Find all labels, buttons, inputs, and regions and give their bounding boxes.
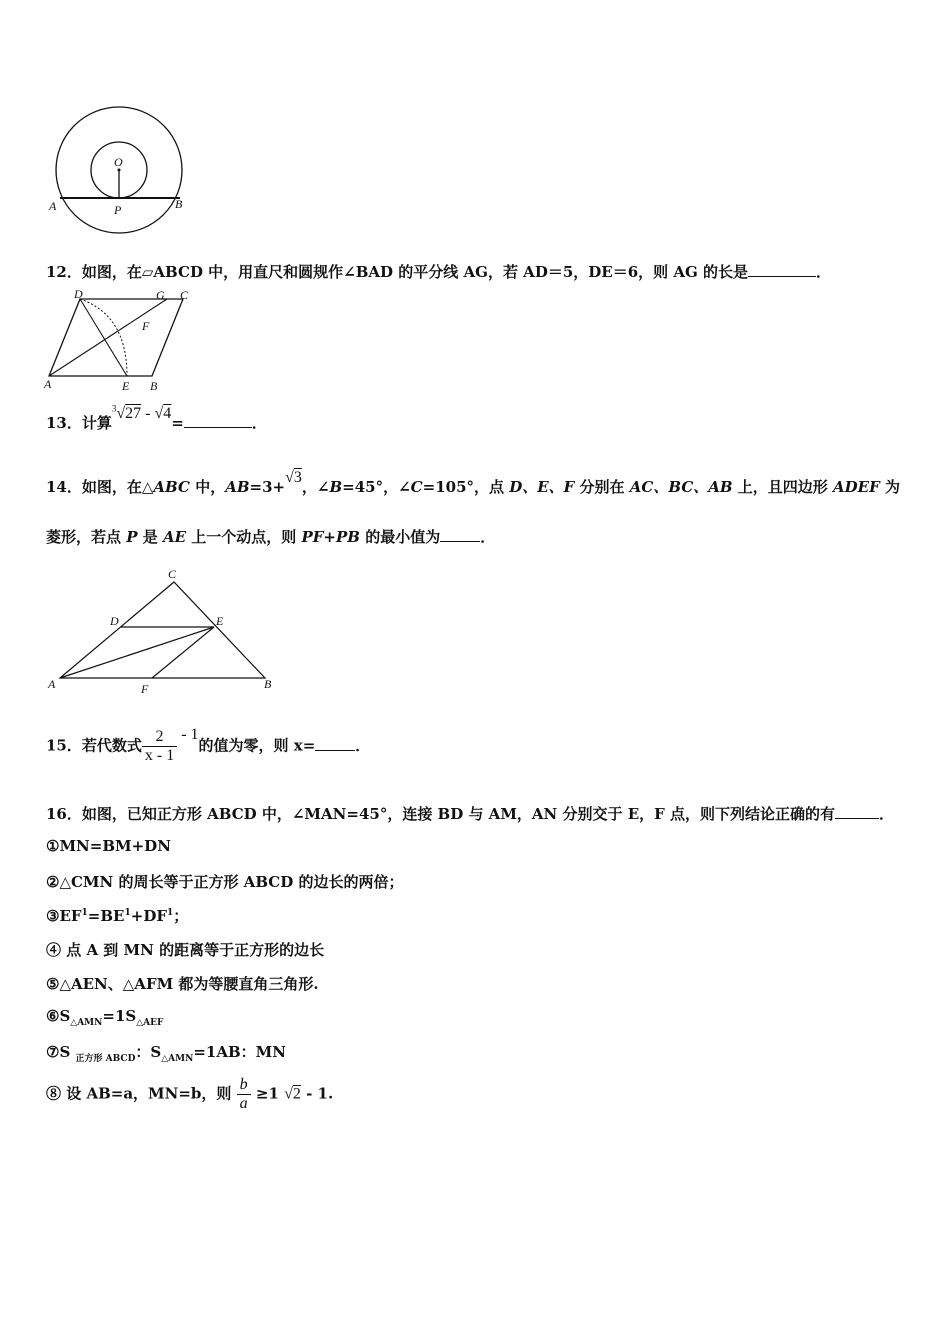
t: AE [162,528,187,546]
minus-one: - 1 [177,725,199,743]
option-2: ②△CMN 的周长等于正方形 ABCD 的边长的两倍； [46,873,404,891]
t: △AMN [70,1018,103,1028]
t: △AEF [136,1018,164,1028]
question-12 [46,261,831,282]
t: AC、BC、AB [629,478,733,496]
t: ． [355,736,371,755]
question-15 [46,725,371,765]
question-13 [46,403,267,433]
t: ≥1 [250,1084,285,1103]
t: ． [480,528,496,546]
t: ABC [153,478,190,496]
denominator: a [239,1095,248,1112]
t: ． [879,805,895,823]
t: △AMN [161,1054,194,1064]
minus: - [141,405,155,422]
sqrt-3: √3 [285,469,302,486]
question-16-stem [46,803,894,824]
t: C [410,478,423,496]
t: ③EF [46,907,82,925]
t: 15．若代数式 [46,736,142,755]
t: B [329,478,343,496]
label-F: F [141,682,149,696]
t: 的最小值为 [359,528,441,546]
label-E: E [122,379,130,393]
radicand-4: 4 [163,405,172,422]
q12-text: 12．如图，在▱ABCD 中，用直尺和圆规作∠BAD 的平分线 AG，若 AD＝5，DE＝6，则 AG 的长是 [46,263,749,281]
label-C: C [180,290,189,302]
figure-parallelogram [42,290,202,395]
t: 正方形 ABCD [75,1054,136,1064]
label-B: B [175,197,183,211]
t: 16．如图，已知正方形 ABCD 中，∠MAN=45°，连接 BD 与 AM，AN 分别交于 E，F 点，则下列结论正确的有 [46,805,836,823]
answer-blank[interactable] [440,527,480,542]
radicand: 3 [293,469,302,486]
label-E: E [216,614,224,628]
t: ，∠ [301,478,330,496]
option-1: ①MN=BM+DN [46,837,171,855]
q13-expression: $^3$√27 - √4 [111,403,172,422]
sqrt-2: √2 [284,1085,301,1103]
label-F: F [142,319,150,333]
t: 14．如图，在△ [46,478,154,496]
t: =45°，∠ [342,478,411,496]
t: ⑥S [46,1007,71,1025]
label-C: C [168,567,177,581]
option-8 [46,1076,333,1113]
equals: = [171,414,184,432]
fraction [142,728,177,765]
t: ⑧ 设 AB=a，MN=b，则 [46,1084,237,1103]
label-D: D [74,290,83,301]
denominator: x - 1 [144,747,175,764]
answer-blank[interactable] [315,736,355,751]
numerator: 2 [142,728,177,747]
q13-end: ． [251,414,267,432]
label-A: A [44,377,52,391]
t: P [126,528,138,546]
numerator: b [237,1076,251,1095]
t: ； [173,907,189,925]
label-O: O [114,155,123,169]
t: 为 [879,478,900,496]
radicand: 2 [292,1085,301,1103]
answer-blank[interactable] [184,413,252,428]
t: 1 [166,908,174,918]
label-P: P [114,203,122,217]
t: 上，且四边形 [732,478,834,496]
option-6 [46,1007,163,1028]
figure-triangle [44,565,284,700]
radicand-27: 27 [125,405,142,422]
t: 的值为零，则 x= [198,736,316,755]
option-7 [46,1041,286,1064]
q13-prefix: 13．计算 [46,414,112,432]
t: 分别在 [574,478,630,496]
t: - 1. [300,1084,334,1103]
t: 中， [189,478,226,496]
label-B: B [150,379,158,393]
t: D、E、F [509,478,575,496]
t: 上一个动点，则 [186,528,302,546]
t: =1S [102,1007,137,1025]
label-B: B [264,677,272,691]
label-D: D [110,614,119,628]
t: ：S [135,1043,162,1061]
t: PF+PB [301,528,360,546]
label-A: A [48,677,56,691]
t: ADEF [833,478,880,496]
t: =3+ [249,478,286,496]
label-A: A [49,199,57,213]
t: 菱形，若点 [46,528,127,546]
t: =BE [87,907,125,925]
answer-blank[interactable] [835,804,879,819]
t: =105°，点 [422,478,510,496]
question-14-line2 [46,526,495,547]
question-14-line1 [46,469,900,497]
t: 是 [137,528,163,546]
t: AB [225,478,250,496]
q12-end: ． [816,263,832,281]
t: +DF [130,907,167,925]
figure-concentric-circles [44,100,204,240]
cube-index: 3 [111,403,117,414]
t: ⑦S [46,1043,76,1061]
label-G: G [156,290,165,302]
answer-blank[interactable] [748,262,816,277]
t: 1 [124,908,131,918]
t: =1AB：MN [193,1043,286,1061]
option-4: ④ 点 A 到 MN 的距离等于正方形的边长 [46,941,325,959]
t: 1 [81,908,88,918]
fraction-b-over-a [237,1076,251,1113]
option-3 [46,905,188,926]
option-5: ⑤△AEN、△AFM 都为等腰直角三角形. [46,975,319,993]
